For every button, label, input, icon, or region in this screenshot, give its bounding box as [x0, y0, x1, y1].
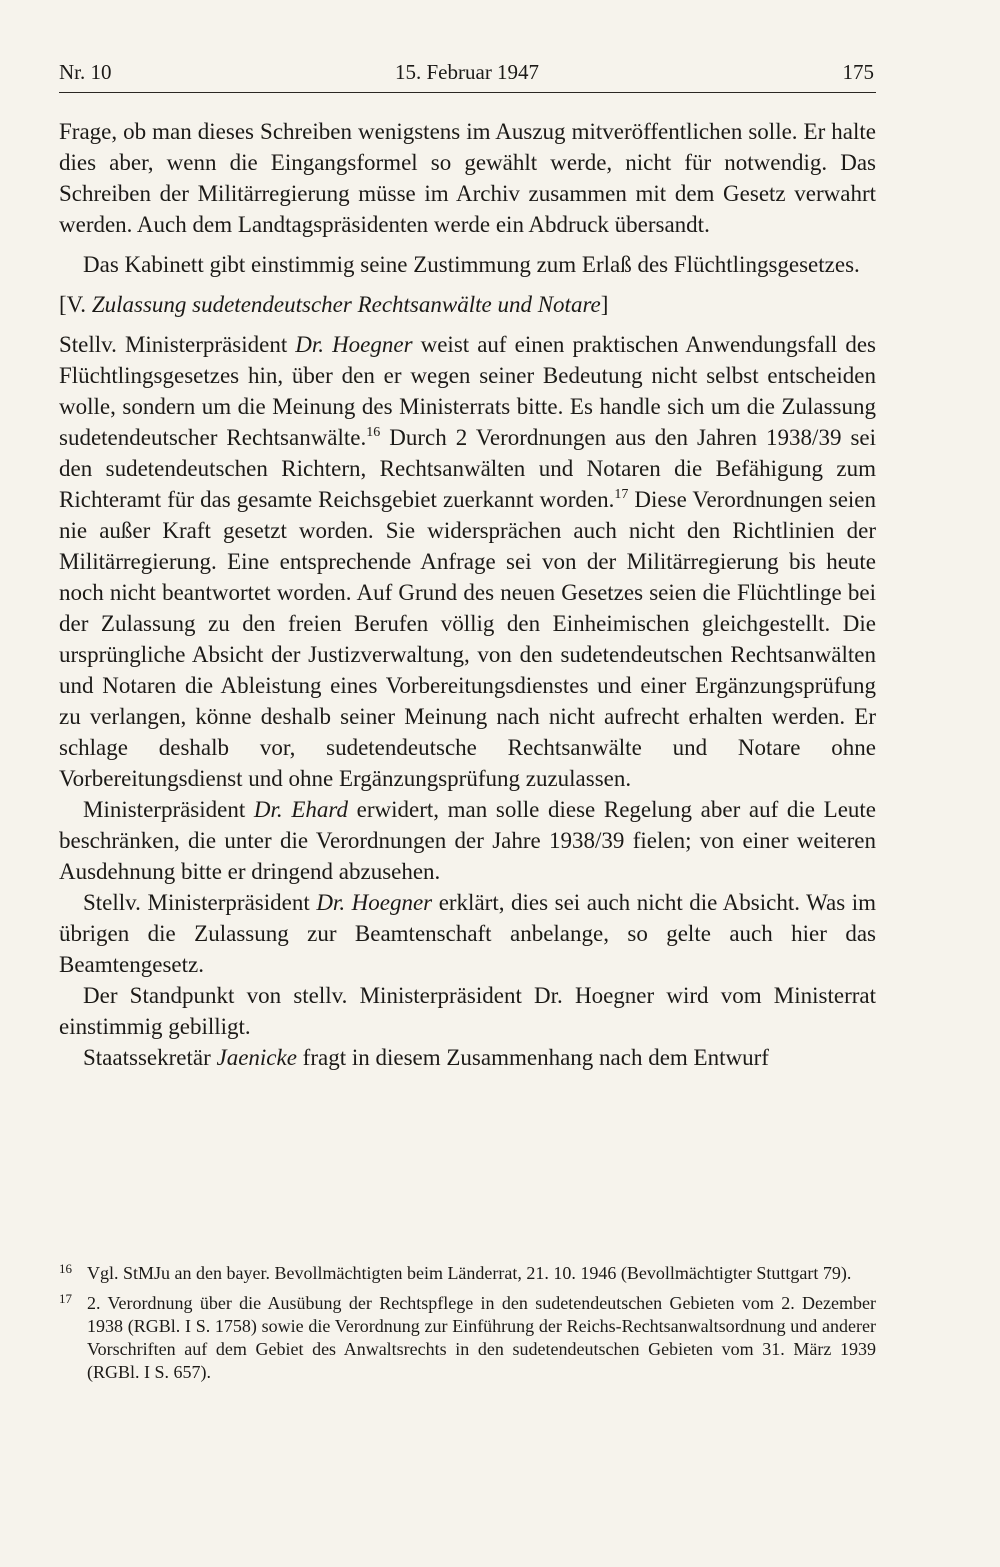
speaker-name: Dr. Hoegner [295, 332, 413, 357]
running-header [59, 58, 876, 93]
footnotes [59, 1262, 876, 1391]
speaker-name: Jaenicke [216, 1045, 297, 1070]
body-text [59, 116, 876, 1073]
speaker-name: Dr. Ehard [253, 797, 348, 822]
footnote-number: 17 [59, 1291, 72, 1306]
speaker-name: Dr. Hoegner [316, 890, 433, 915]
heading-bracket-close: ] [600, 292, 609, 317]
issue-number: Nr. 10 [59, 60, 112, 84]
footnote-text: Vgl. StMJu an den bayer. Bevollmächtigten beim Länderrat, 21. 10. 1946 (Bevollmächtigter Stuttgart 79). [87, 1263, 852, 1283]
footnote [59, 1292, 876, 1384]
footnote-number: 16 [59, 1261, 72, 1276]
section-heading [59, 289, 876, 320]
paragraph: Stellv. Ministerpräsident Dr. Hoegner erklärt, dies sei auch nicht die Absicht. Was im übrigen die Zulassung zur Beamtenschaft anbelange, so gelte auch hier das Beamtengesetz. [59, 890, 876, 977]
page-number: 175 [842, 60, 874, 84]
paragraph: Ministerpräsident Dr. Ehard erwidert, man solle diese Regelung aber auf die Leute beschränken, die unter die Verordnungen der Jahre 1938/39 fielen; von einer weiteren Ausdehnung bitte er dringend abzusehen. [59, 797, 877, 884]
footnote [59, 1262, 876, 1285]
footnote-ref: 16 [366, 425, 381, 440]
paragraph: Stellv. Ministerpräsident Dr. Hoegner weist auf einen praktischen Anwendungsfall des Flüchtlingsgesetzes hin, über den er wegen seiner Bedeutung nicht selbst entscheiden wolle, sondern um die Meinung des Ministerrats bitte. Es handle sich um die Zulassung sudetendeutscher Rechtsanwälte.$^{16}$ Durch 2 Verordnungen aus den Jahren 1938/39 sei den sudetendeutschen Richtern, Rechtsanwälten und Notaren die Befähigung zum Richteramt für das gesamte Reichsgebiet zuerkannt worden.$^{17}$ Diese Verordnungen seien nie außer Kraft gesetzt worden. Sie widersprächen auch nicht den Richtlinien der Militärregierung. Eine entsprechende Anfrage sei von der Militärregierung bis heute noch nicht beantwortet worden. Auf Grund des neuen Gesetzes seien die Flüchtlinge bei der Zulassung zu den freien Berufen völlig den Einheimischen gleichgestellt. Die ursprüngliche Absicht der Justizverwaltung, von den sudetendeutschen Rechtsanwälten und Notaren die Ableistung eines Vorbereitungsdienstes und einer Ergänzungsprüfung zu verlangen, könne deshalb seiner Meinung nach nicht aufrecht erhalten werden. Er schlage deshalb vor, sudetendeutsche Rechtsanwälte und Notare ohne Vorbereitungsdienst und ohne Ergänzungsprüfung zuzulassen. [59, 332, 877, 791]
paragraph: Staatssekretär Jaenicke fragt in diesem Zusammenhang nach dem Entwurf [83, 1045, 769, 1070]
heading-title: Zulassung sudetendeutscher Rechtsanwälte und Notare [91, 292, 601, 317]
footnote-ref: 17 [614, 487, 629, 502]
footnote-text: 2. Verordnung über die Ausübung der Rechtspflege in den sudetendeutschen Gebieten vom 2. Dezember 1938 (RGBl. I S. 1758) sowie die Verordnung zur Einführung der Reichs-Rechtsanwaltsordnung und anderer Vorschriften auf dem Gebiet des Anwaltsrechts in den sudetendeutschen Gebieten vom 31. März 1939 (RGBl. I S. 657). [87, 1293, 876, 1382]
paragraph: Frage, ob man dieses Schreiben wenigstens im Auszug mitveröffentlichen solle. Er halte dies aber, wenn die Eingangsformel so gewählt werde, nicht für notwendig. Das Schreiben der Militärregierung müsse im Archiv zusammen mit dem Gesetz verwahrt werden. Auch dem Landtagspräsidenten werde ein Abdruck übersandt. [59, 119, 876, 237]
heading-bracket-open: [V. [59, 292, 92, 317]
paragraph: Der Standpunkt von stellv. Ministerpräsident Dr. Hoegner wird vom Ministerrat einstimmig gebilligt. [59, 983, 876, 1039]
paragraph: Das Kabinett gibt einstimmig seine Zustimmung zum Erlaß des Flüchtlingsgesetzes. [83, 252, 860, 277]
header-date: 15. Februar 1947 [395, 60, 540, 84]
